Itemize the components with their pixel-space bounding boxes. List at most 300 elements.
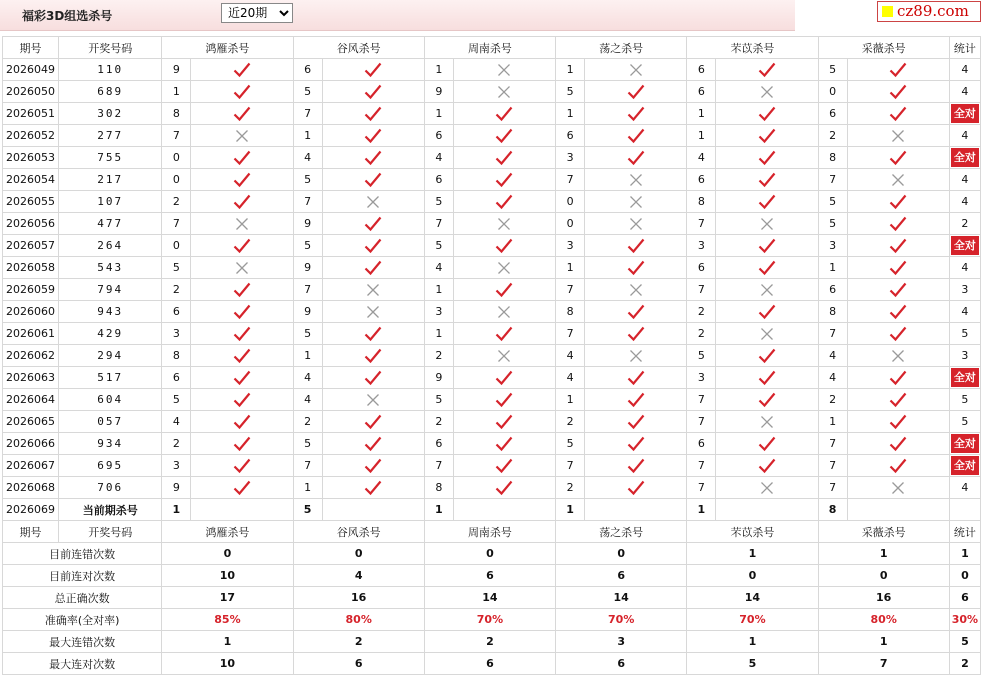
stats-row <box>3 653 980 674</box>
check-icon <box>495 370 513 386</box>
table-row <box>3 59 980 80</box>
result-mark-cell <box>323 191 424 212</box>
result-mark-cell <box>454 213 555 234</box>
kill-number-cell: 6 <box>162 367 190 388</box>
issue-cell: 2026060 <box>3 301 58 322</box>
check-icon <box>364 216 382 232</box>
site-logo[interactable] <box>877 1 981 22</box>
kill-number-cell: 1 <box>294 125 322 146</box>
kill-number-cell: 0 <box>556 191 584 212</box>
kill-number-cell: 5 <box>425 389 453 410</box>
kill-number-cell: 1 <box>425 323 453 344</box>
kill-number-cell: 8 <box>556 301 584 322</box>
kill-number-cell: 1 <box>556 257 584 278</box>
kill-number-cell: 1 <box>425 103 453 124</box>
result-mark-cell <box>848 389 949 410</box>
kill-number-cell: 5 <box>425 191 453 212</box>
header-expert-1: 鸿雁杀号 <box>162 521 292 542</box>
table-row <box>3 191 980 212</box>
stat-value: 7 <box>819 653 949 674</box>
kill-number-cell: 6 <box>687 433 715 454</box>
result-mark-cell <box>716 125 817 146</box>
kill-number-cell: 7 <box>556 279 584 300</box>
cross-icon <box>889 480 907 496</box>
kill-number-cell: 6 <box>556 125 584 146</box>
check-icon <box>364 84 382 100</box>
header-issue: 期号 <box>3 37 58 58</box>
result-mark-cell <box>323 323 424 344</box>
kill-number-cell: 6 <box>425 125 453 146</box>
result-mark-cell <box>716 411 817 432</box>
draw-number-cell: 794 <box>59 279 161 300</box>
stat-value: 6 <box>556 565 686 586</box>
stat-value: 0 <box>556 543 686 564</box>
result-mark-cell <box>716 81 817 102</box>
result-mark-cell <box>716 345 817 366</box>
kill-number-cell: 5 <box>819 213 847 234</box>
result-mark-cell <box>454 367 555 388</box>
kill-number-cell: 7 <box>556 455 584 476</box>
top-bar <box>0 0 795 31</box>
result-mark-cell <box>191 169 292 190</box>
stat-value: 0 <box>425 543 555 564</box>
result-mark-cell <box>585 455 686 476</box>
result-mark-cell <box>585 389 686 410</box>
table-row <box>3 257 980 278</box>
check-icon <box>495 282 513 298</box>
kill-number-cell: 1 <box>425 279 453 300</box>
stat-cell: 4 <box>950 81 980 102</box>
stat-total: 0 <box>950 565 980 586</box>
check-icon <box>495 106 513 122</box>
check-icon <box>364 326 382 342</box>
kill-number-cell: 5 <box>162 389 190 410</box>
stat-value: 2 <box>294 631 424 652</box>
draw-number-cell: 695 <box>59 455 161 476</box>
current-kill-empty <box>454 499 555 520</box>
check-icon <box>627 414 645 430</box>
header-expert-6: 采薇杀号 <box>819 37 949 58</box>
current-kill-number: 1 <box>162 499 190 520</box>
cross-icon <box>495 84 513 100</box>
cross-icon <box>233 216 251 232</box>
kill-number-cell: 5 <box>425 235 453 256</box>
kill-number-cell: 2 <box>425 345 453 366</box>
kill-number-cell: 7 <box>819 477 847 498</box>
check-icon <box>233 282 251 298</box>
result-mark-cell <box>585 279 686 300</box>
kill-number-cell: 3 <box>687 235 715 256</box>
result-mark-cell <box>848 81 949 102</box>
header-stats: 统计 <box>950 37 980 58</box>
kill-number-cell: 8 <box>819 301 847 322</box>
table-row <box>3 81 980 102</box>
cross-icon <box>495 216 513 232</box>
check-icon <box>758 260 776 276</box>
cross-icon <box>495 304 513 320</box>
kill-number-cell: 7 <box>425 455 453 476</box>
kill-number-cell: 2 <box>162 191 190 212</box>
stat-value: 0 <box>162 543 292 564</box>
result-mark-cell <box>848 433 949 454</box>
kill-number-cell: 1 <box>556 103 584 124</box>
result-mark-cell <box>848 169 949 190</box>
stat-cell: 2 <box>950 213 980 234</box>
stats-row <box>3 609 980 630</box>
issue-cell: 2026053 <box>3 147 58 168</box>
result-mark-cell <box>848 213 949 234</box>
stat-label: 目前连对次数 <box>3 565 161 586</box>
all-correct-badge: 全对 <box>951 148 979 167</box>
stat-value: 1 <box>687 543 817 564</box>
check-icon <box>758 370 776 386</box>
kill-number-cell: 1 <box>687 103 715 124</box>
stat-value: 3 <box>556 631 686 652</box>
stat-value: 16 <box>294 587 424 608</box>
draw-number-cell: 294 <box>59 345 161 366</box>
kill-number-cell: 2 <box>556 477 584 498</box>
stat-value: 4 <box>294 565 424 586</box>
stat-value: 0 <box>819 565 949 586</box>
result-mark-cell <box>848 191 949 212</box>
check-icon <box>758 62 776 78</box>
result-mark-cell <box>848 301 949 322</box>
header-issue: 期号 <box>3 521 58 542</box>
cross-icon <box>889 128 907 144</box>
kill-number-cell: 0 <box>556 213 584 234</box>
result-mark-cell <box>323 147 424 168</box>
stat-value: 6 <box>425 653 555 674</box>
draw-number-cell: 517 <box>59 367 161 388</box>
current-kill-number: 1 <box>425 499 453 520</box>
result-mark-cell <box>848 147 949 168</box>
stat-cell: 5 <box>950 411 980 432</box>
kill-number-cell: 2 <box>425 411 453 432</box>
result-mark-cell <box>716 279 817 300</box>
stat-cell: 4 <box>950 169 980 190</box>
header-expert-2: 谷风杀号 <box>294 37 424 58</box>
kill-number-cell: 7 <box>819 169 847 190</box>
check-icon <box>364 150 382 166</box>
kill-number-cell: 6 <box>687 169 715 190</box>
stat-total: 5 <box>950 631 980 652</box>
check-icon <box>758 128 776 144</box>
stat-value: 14 <box>556 587 686 608</box>
result-mark-cell <box>191 323 292 344</box>
check-icon <box>495 436 513 452</box>
result-mark-cell <box>848 411 949 432</box>
kill-number-cell: 5 <box>294 433 322 454</box>
result-mark-cell <box>191 279 292 300</box>
stat-total: 1 <box>950 543 980 564</box>
kill-number-cell: 8 <box>819 147 847 168</box>
result-mark-cell <box>716 103 817 124</box>
check-icon <box>627 238 645 254</box>
kill-number-cell: 7 <box>294 455 322 476</box>
cross-icon <box>627 348 645 364</box>
check-icon <box>889 194 907 210</box>
current-kill-empty <box>716 499 817 520</box>
stat-value: 1 <box>687 631 817 652</box>
kill-number-cell: 5 <box>162 257 190 278</box>
check-icon <box>889 436 907 452</box>
check-icon <box>758 106 776 122</box>
result-mark-cell <box>454 191 555 212</box>
cross-icon <box>364 304 382 320</box>
result-mark-cell <box>848 235 949 256</box>
check-icon <box>233 458 251 474</box>
stat-value: 80% <box>294 609 424 630</box>
check-icon <box>495 392 513 408</box>
result-mark-cell <box>191 367 292 388</box>
result-mark-cell <box>585 367 686 388</box>
check-icon <box>233 414 251 430</box>
issue-cell: 2026062 <box>3 345 58 366</box>
cross-icon <box>758 414 776 430</box>
check-icon <box>758 194 776 210</box>
issue-cell: 2026061 <box>3 323 58 344</box>
stat-cell: 4 <box>950 301 980 322</box>
result-mark-cell <box>585 59 686 80</box>
current-kill-label: 当前期杀号 <box>59 499 161 520</box>
kill-number-cell: 1 <box>294 477 322 498</box>
result-mark-cell <box>848 323 949 344</box>
kill-number-cell: 6 <box>687 59 715 80</box>
result-mark-cell <box>848 345 949 366</box>
result-mark-cell <box>585 477 686 498</box>
check-icon <box>495 326 513 342</box>
kill-number-cell: 6 <box>425 433 453 454</box>
check-icon <box>495 414 513 430</box>
issue-cell: 2026065 <box>3 411 58 432</box>
check-icon <box>627 150 645 166</box>
kill-number-cell: 4 <box>294 147 322 168</box>
result-mark-cell <box>323 477 424 498</box>
stat-cell: 3 <box>950 279 980 300</box>
result-mark-cell <box>191 389 292 410</box>
stat-value: 0 <box>687 565 817 586</box>
stat-cell: 5 <box>950 323 980 344</box>
kill-number-cell: 9 <box>425 81 453 102</box>
kill-number-cell: 0 <box>162 169 190 190</box>
result-mark-cell <box>323 81 424 102</box>
stat-value: 70% <box>556 609 686 630</box>
result-mark-cell <box>585 213 686 234</box>
check-icon <box>364 414 382 430</box>
cross-icon <box>758 84 776 100</box>
kill-number-cell: 2 <box>162 433 190 454</box>
kill-number-cell: 7 <box>819 433 847 454</box>
stat-value: 80% <box>819 609 949 630</box>
check-icon <box>364 348 382 364</box>
kill-number-cell: 7 <box>687 455 715 476</box>
draw-number-cell: 302 <box>59 103 161 124</box>
kill-number-cell: 3 <box>425 301 453 322</box>
result-mark-cell <box>585 147 686 168</box>
kill-number-cell: 7 <box>294 279 322 300</box>
kill-number-cell: 6 <box>819 279 847 300</box>
check-icon <box>889 326 907 342</box>
result-mark-cell <box>454 411 555 432</box>
kill-number-cell: 4 <box>819 367 847 388</box>
result-mark-cell <box>323 125 424 146</box>
kill-number-cell: 1 <box>819 411 847 432</box>
cross-icon <box>889 172 907 188</box>
draw-number-cell: 934 <box>59 433 161 454</box>
issue-cell: 2026058 <box>3 257 58 278</box>
result-mark-cell <box>454 301 555 322</box>
kill-number-cell: 7 <box>556 323 584 344</box>
result-mark-cell <box>191 235 292 256</box>
stat-value: 1 <box>819 543 949 564</box>
stats-row <box>3 543 980 564</box>
issue-cell: 2026059 <box>3 279 58 300</box>
result-mark-cell <box>191 411 292 432</box>
cross-icon <box>364 282 382 298</box>
table-row <box>3 389 980 410</box>
check-icon <box>364 106 382 122</box>
cross-icon <box>758 480 776 496</box>
table-header-row <box>3 37 980 58</box>
period-select[interactable] <box>221 3 293 23</box>
check-icon <box>233 436 251 452</box>
header-expert-6: 采薇杀号 <box>819 521 949 542</box>
kill-number-cell: 7 <box>556 169 584 190</box>
kill-number-cell: 7 <box>687 389 715 410</box>
header-draw: 开奖号码 <box>59 37 161 58</box>
issue-cell: 2026055 <box>3 191 58 212</box>
issue-cell: 2026068 <box>3 477 58 498</box>
stat-value: 14 <box>425 587 555 608</box>
result-mark-cell <box>716 477 817 498</box>
result-mark-cell <box>191 455 292 476</box>
issue-cell: 2026052 <box>3 125 58 146</box>
kill-number-cell: 4 <box>425 147 453 168</box>
kill-number-cell: 2 <box>687 301 715 322</box>
header-expert-5: 芣苡杀号 <box>687 37 817 58</box>
result-mark-cell <box>323 279 424 300</box>
stat-value: 1 <box>819 631 949 652</box>
current-kill-empty <box>585 499 686 520</box>
check-icon <box>233 392 251 408</box>
check-icon <box>233 150 251 166</box>
check-icon <box>233 348 251 364</box>
current-kill-empty <box>848 499 949 520</box>
check-icon <box>233 326 251 342</box>
check-icon <box>495 458 513 474</box>
kill-number-cell: 1 <box>425 59 453 80</box>
check-icon <box>627 392 645 408</box>
check-icon <box>889 216 907 232</box>
header-draw: 开奖号码 <box>59 521 161 542</box>
check-icon <box>889 282 907 298</box>
result-mark-cell <box>454 279 555 300</box>
cross-icon <box>758 216 776 232</box>
current-kill-number: 1 <box>556 499 584 520</box>
check-icon <box>889 62 907 78</box>
result-mark-cell <box>191 477 292 498</box>
result-mark-cell <box>454 147 555 168</box>
result-mark-cell <box>454 235 555 256</box>
kill-number-cell: 5 <box>294 169 322 190</box>
kill-number-cell: 9 <box>294 257 322 278</box>
check-icon <box>627 304 645 320</box>
draw-number-cell: 429 <box>59 323 161 344</box>
all-correct-badge: 全对 <box>951 456 979 475</box>
kill-number-cell: 2 <box>162 279 190 300</box>
kill-number-cell: 8 <box>162 345 190 366</box>
check-icon <box>889 150 907 166</box>
check-icon <box>495 172 513 188</box>
result-mark-cell <box>716 147 817 168</box>
kill-number-cell: 2 <box>294 411 322 432</box>
kill-number-cell: 7 <box>819 323 847 344</box>
result-mark-cell <box>454 81 555 102</box>
result-mark-cell <box>454 433 555 454</box>
check-icon <box>364 260 382 276</box>
check-icon <box>627 436 645 452</box>
header-expert-1: 鸿雁杀号 <box>162 37 292 58</box>
stat-cell <box>950 433 980 454</box>
result-mark-cell <box>585 257 686 278</box>
result-mark-cell <box>323 345 424 366</box>
stat-label: 最大连对次数 <box>3 653 161 674</box>
result-mark-cell <box>191 213 292 234</box>
check-icon <box>627 326 645 342</box>
result-mark-cell <box>454 477 555 498</box>
kill-number-cell: 0 <box>162 147 190 168</box>
result-mark-cell <box>716 323 817 344</box>
kill-number-cell: 6 <box>162 301 190 322</box>
result-mark-cell <box>585 323 686 344</box>
table-row <box>3 125 980 146</box>
result-mark-cell <box>585 301 686 322</box>
kill-number-cell: 7 <box>687 411 715 432</box>
check-icon <box>889 458 907 474</box>
cross-icon <box>495 260 513 276</box>
stat-value: 10 <box>162 565 292 586</box>
check-icon <box>758 348 776 364</box>
kill-number-cell: 6 <box>819 103 847 124</box>
stat-value: 17 <box>162 587 292 608</box>
result-mark-cell <box>716 235 817 256</box>
result-mark-cell <box>716 191 817 212</box>
kill-number-cell: 4 <box>294 367 322 388</box>
current-kill-number: 8 <box>819 499 847 520</box>
check-icon <box>627 458 645 474</box>
kill-number-cell: 7 <box>294 191 322 212</box>
kill-number-table <box>2 36 981 675</box>
stat-value: 70% <box>425 609 555 630</box>
result-mark-cell <box>323 257 424 278</box>
kill-number-cell: 3 <box>162 323 190 344</box>
check-icon <box>233 106 251 122</box>
kill-number-cell: 4 <box>425 257 453 278</box>
check-icon <box>495 128 513 144</box>
kill-number-cell: 3 <box>819 235 847 256</box>
stat-cell: 4 <box>950 125 980 146</box>
result-mark-cell <box>454 103 555 124</box>
stat-total: 6 <box>950 587 980 608</box>
check-icon <box>495 194 513 210</box>
kill-number-cell: 7 <box>819 455 847 476</box>
result-mark-cell <box>323 301 424 322</box>
check-icon <box>233 480 251 496</box>
stats-row <box>3 631 980 652</box>
result-mark-cell <box>454 323 555 344</box>
issue-cell: 2026064 <box>3 389 58 410</box>
cross-icon <box>627 172 645 188</box>
